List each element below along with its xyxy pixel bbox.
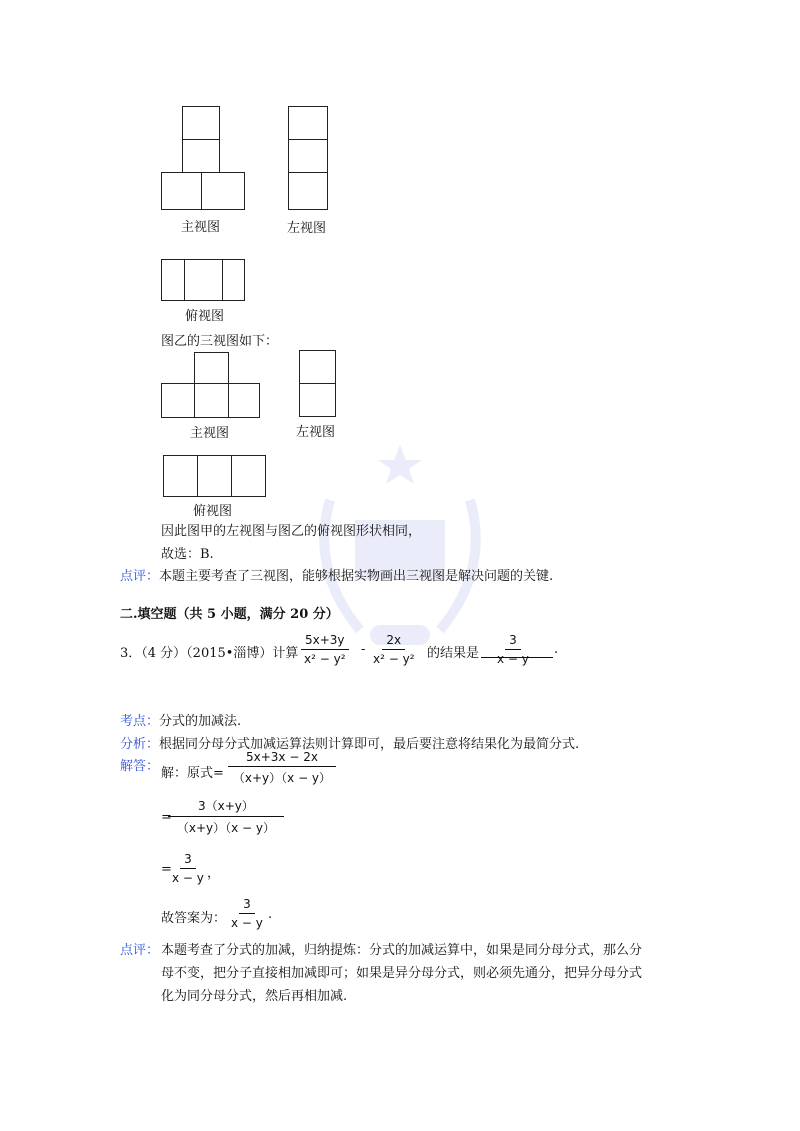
question3-fraction2	[369, 633, 419, 666]
comment2-line2: 母不变，把分子直接相加减即可；如果是异分母分式，则必须先通分，把异分母分式	[161, 966, 643, 981]
comment1	[120, 565, 553, 584]
question3-frac2-numerator: 2x	[382, 633, 405, 650]
comment1-tag: 点评：	[120, 569, 160, 584]
question3-middle: 的结果是	[427, 646, 480, 661]
jieda-step2-fraction	[168, 797, 284, 836]
question3-suffix: .	[554, 642, 559, 657]
jieda-step1-denominator: （x+y）（x − y）	[232, 771, 332, 785]
kaodian-text: 分式的加减法.	[159, 714, 242, 729]
question3-prefix: 3．（4 分）（2015•淄博）计算	[120, 646, 299, 661]
fenxi-text: 根据同分母分式加减运算法则计算即可，最后要注意将结果化为最简分式.	[159, 737, 580, 752]
jieda-final-numerator: 3	[239, 897, 255, 914]
jieda-step3-fraction	[168, 852, 208, 885]
question3-answer-denominator: x − y	[497, 652, 529, 666]
jieda-step3-denominator: x − y	[172, 871, 204, 885]
figure-a-front-label: 主视图	[181, 220, 221, 235]
jieda-step2-numerator: 3（x+y）	[168, 797, 284, 817]
comment1-text: 本题主要考查了三视图，能够根据实物画出三视图是解决问题的关键.	[159, 569, 554, 584]
fenxi-tag: 分析：	[120, 737, 160, 752]
section-heading: 二.填空题（共 5 小题，满分 20 分）	[120, 607, 339, 622]
jieda-final-prefix: 故答案为：	[161, 911, 227, 926]
question3-frac1-denominator: x² − y²	[304, 652, 346, 666]
jieda-final-denominator: x − y	[231, 916, 263, 930]
figure-a-top-label: 俯视图	[185, 309, 225, 324]
figure-b-left-label: 左视图	[296, 425, 336, 440]
kaodian	[120, 710, 241, 729]
question3-frac2-denominator: x² − y²	[373, 652, 415, 666]
jieda-step1-prefix: 解：原式=	[161, 766, 224, 781]
comment2-line3: 化为同分母分式，然后再相加减.	[161, 989, 348, 1004]
question3-answer-numerator: 3	[505, 633, 521, 650]
question3-frac1-numerator: 5x+3y	[301, 633, 349, 650]
jieda-final-fraction	[227, 897, 267, 930]
answer-choice: 故选：B.	[161, 547, 214, 562]
figure-b-front-label: 主视图	[190, 426, 230, 441]
jieda-step3-suffix: ，	[207, 866, 221, 881]
jieda-step2-prefix: =	[161, 810, 172, 825]
fenxi	[120, 733, 579, 752]
jieda-tag: 解答：	[120, 759, 160, 774]
jieda-step3-prefix: =	[161, 862, 172, 877]
question3-answer	[493, 633, 533, 666]
jieda-final-suffix: .	[268, 907, 273, 922]
jieda-step3-numerator: 3	[180, 852, 196, 869]
figure-a-left-label: 左视图	[287, 221, 327, 236]
question3-fraction1	[300, 633, 350, 666]
figure-b-top-label: 俯视图	[193, 504, 233, 519]
conclusion-text: 因此图甲的左视图与图乙的俯视图形状相同，	[161, 524, 422, 539]
comment2-line1: 本题考查了分式的加减，归纳提炼：分式的加减运算中，如果是同分母分式，那么分	[161, 943, 643, 958]
kaodian-tag: 考点：	[120, 714, 160, 729]
jieda-step2-denominator: （x+y）（x − y）	[176, 821, 276, 835]
figure-b-intro: 图乙的三视图如下：	[161, 334, 279, 349]
watermark-logo	[300, 440, 500, 660]
comment2-tag: 点评：	[120, 943, 160, 958]
question3-minus: -	[361, 642, 366, 657]
jieda-step1-numerator: 5x+3x − 2x	[228, 750, 336, 767]
jieda-step1-fraction	[228, 750, 336, 786]
